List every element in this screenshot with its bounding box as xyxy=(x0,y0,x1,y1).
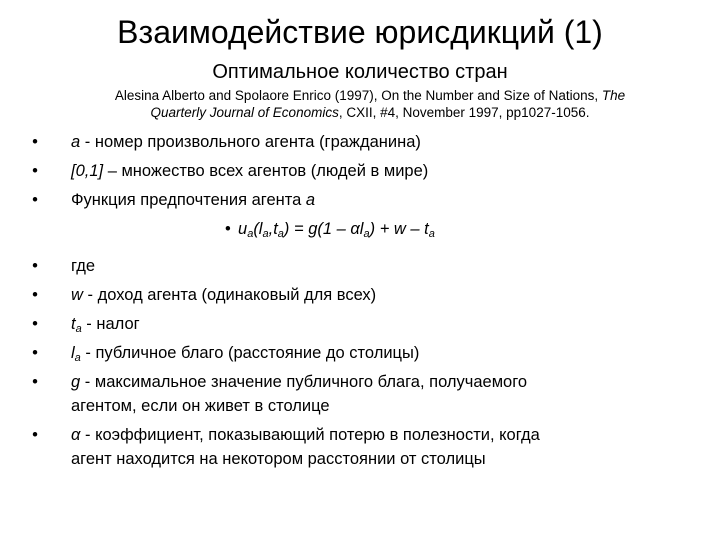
bullet-item-preference xyxy=(28,188,708,212)
citation xyxy=(50,87,690,121)
bullet-icon: • xyxy=(225,220,231,238)
bullet-item-alpha xyxy=(28,423,708,471)
slide-subtitle: Оптимальное количество стран xyxy=(212,61,508,83)
bullet-text: - доход агента (одинаковый для всех) xyxy=(82,286,377,304)
var-set: [0,1] xyxy=(71,162,104,180)
bullet-text: - коэффициент, показывающий потерю в полезности, когда xyxy=(80,426,540,444)
bullet-icon: • xyxy=(32,344,38,362)
bullet-item-set xyxy=(28,159,708,183)
bullet-item-agent xyxy=(28,130,708,154)
bullet-icon: • xyxy=(32,373,38,391)
bullet-text: - максимальное значение публичного блага, получаемого xyxy=(80,373,528,391)
var-w: w xyxy=(71,286,83,304)
citation-journal: Quarterly Journal of Economics xyxy=(150,105,339,120)
bullet-text: где xyxy=(71,257,96,275)
citation-line-2 xyxy=(50,104,690,121)
var-t: t xyxy=(71,315,76,333)
bullet-text: – множество всех агентов (людей в мире) xyxy=(103,162,429,180)
var-alpha: α xyxy=(71,426,81,444)
var-a: a xyxy=(305,191,316,209)
slide-title: Взаимодействие юрисдикций (1) xyxy=(117,14,603,50)
bullet-list xyxy=(28,130,708,476)
var-l: l xyxy=(71,344,75,362)
var-a: a xyxy=(71,133,81,151)
formula: $u_a(l_a,t_a) = g(1 - \alpha l_a) + w - t_a$ xyxy=(238,220,435,240)
bullet-text-cont: агент находится на некотором расстоянии от столицы xyxy=(71,450,486,468)
bullet-icon: • xyxy=(32,133,38,151)
bullet-item-public-good: • $l_a$ - публичное благо (расстояние до столицы) xyxy=(28,341,708,365)
bullet-item-tax: • $t_a$ - налог xyxy=(28,312,708,336)
bullet-item-where xyxy=(28,254,708,278)
formula-item xyxy=(28,217,708,241)
bullet-text: - налог xyxy=(81,315,140,333)
var-g: g xyxy=(71,373,81,391)
bullet-icon: • xyxy=(32,162,38,180)
bullet-icon: • xyxy=(32,257,38,275)
bullet-text: Функция предпочтения агента xyxy=(71,191,306,209)
bullet-icon: • xyxy=(32,426,38,444)
bullet-icon: • xyxy=(32,315,38,333)
bullet-text: - публичное благо (расстояние до столицы) xyxy=(80,344,420,362)
bullet-icon: • xyxy=(32,191,38,209)
citation-line-1 xyxy=(50,87,690,104)
citation-details: , CXII, #4, November 1997, pp1027-1056. xyxy=(338,105,590,120)
bullet-text-cont: агентом, если он живет в столице xyxy=(71,397,330,415)
citation-authors: Alesina Alberto and Spolaore Enrico (1997), On the Number and Size of Nations, xyxy=(114,88,602,103)
bullet-icon: • xyxy=(32,286,38,304)
citation-journal-start: The xyxy=(601,88,626,103)
bullet-item-income xyxy=(28,283,708,307)
bullet-item-max-good xyxy=(28,370,708,418)
bullet-text: - номер произвольного агента (гражданина) xyxy=(80,133,421,151)
